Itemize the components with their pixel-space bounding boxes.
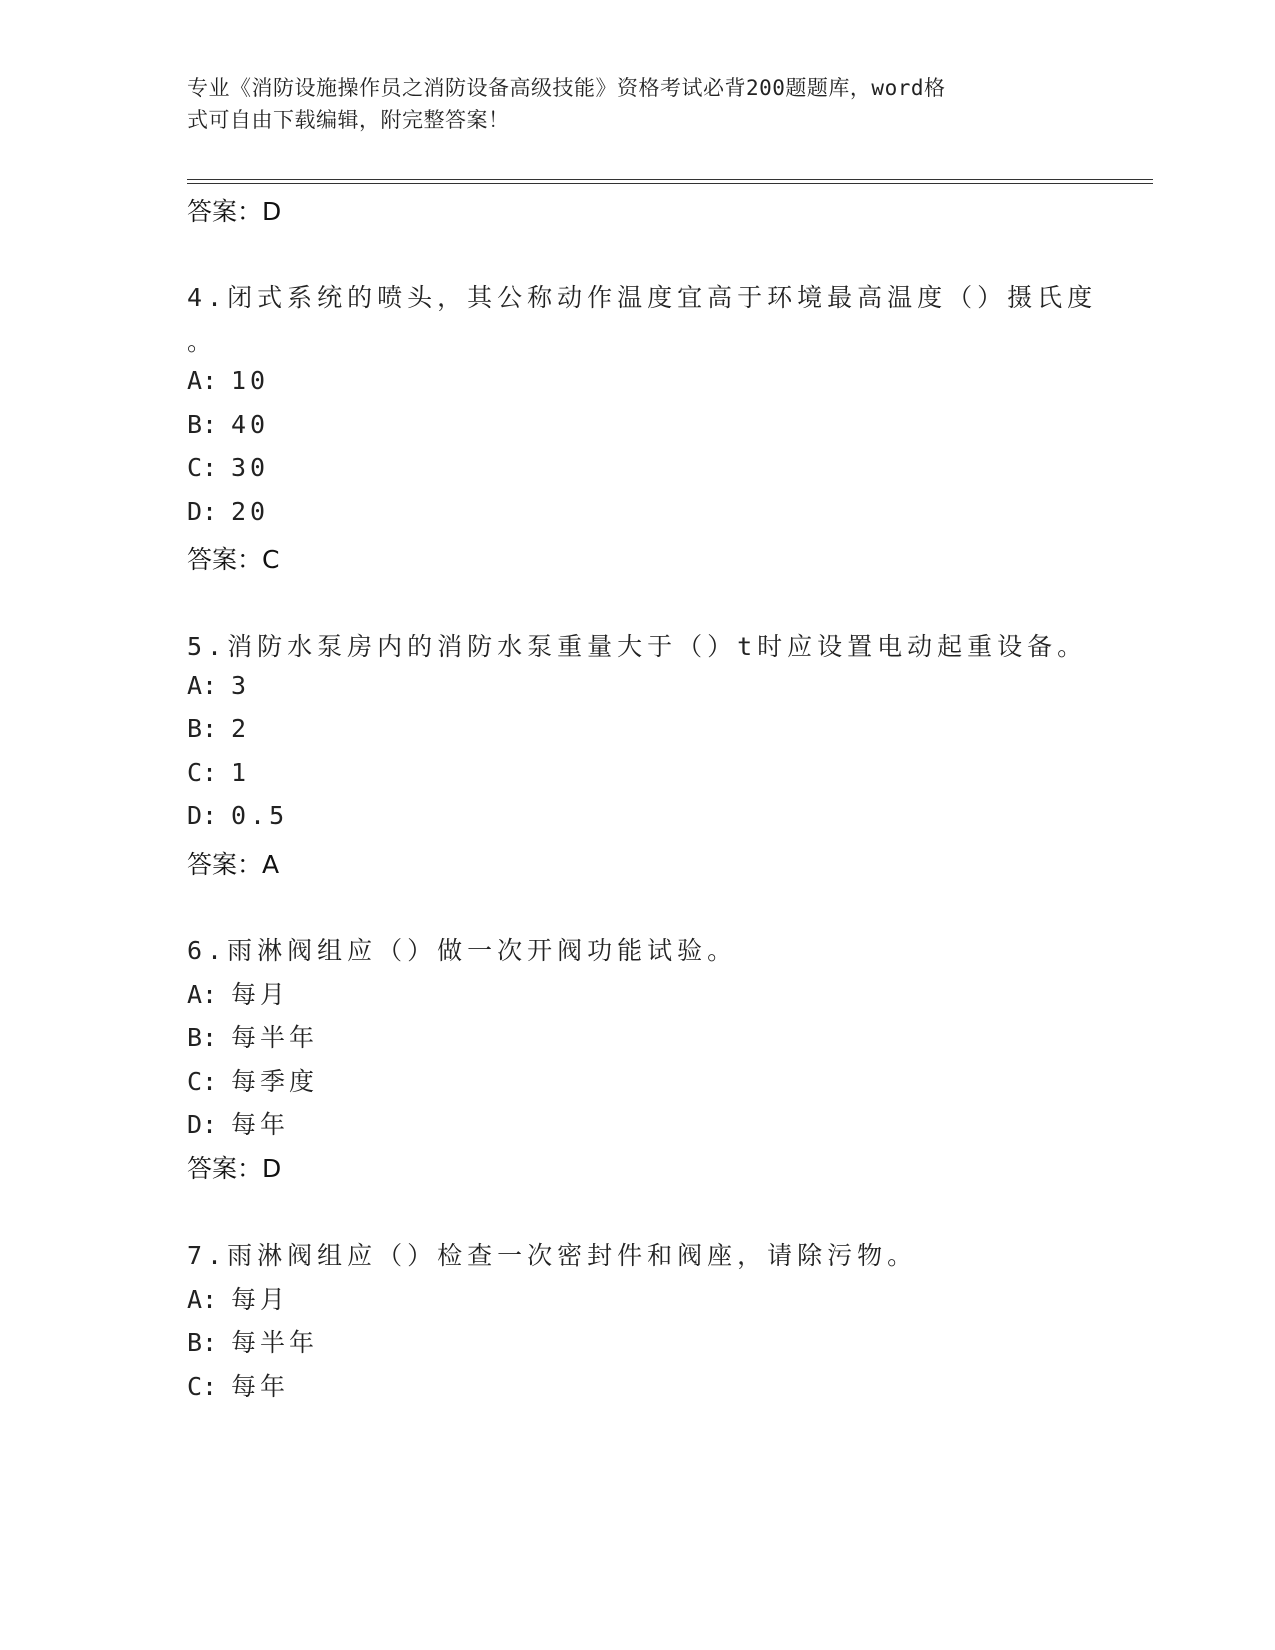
- option-label: A:: [187, 671, 218, 700]
- option-text: 30: [231, 453, 270, 482]
- q7-option-c: [187, 1367, 289, 1403]
- document-header: [187, 72, 1067, 136]
- option-text: 2: [231, 714, 251, 743]
- header-line-2: 式可自由下载编辑，附完整答案！: [187, 108, 510, 132]
- question-7-text: 7.雨淋阀组应（）检查一次密封件和阀座，请除污物。: [187, 1241, 918, 1270]
- q4-option-c: [187, 453, 269, 482]
- option-label: B:: [187, 714, 218, 743]
- q5-option-b: [187, 714, 250, 743]
- question-4-text-cont: 。: [187, 327, 218, 356]
- option-text: 每半年: [231, 1023, 319, 1052]
- option-label: B:: [187, 1328, 218, 1357]
- option-text: 1: [231, 758, 251, 787]
- answer-q5: 答案：A: [187, 850, 280, 879]
- header-divider-bottom: [187, 183, 1153, 184]
- option-label: D:: [187, 497, 218, 526]
- option-label: A:: [187, 1285, 218, 1314]
- option-label: A:: [187, 980, 218, 1009]
- option-text: 20: [231, 497, 270, 526]
- option-label: C:: [187, 1372, 218, 1401]
- q5-option-d: [187, 801, 288, 830]
- option-text: 0.5: [231, 801, 289, 830]
- q4-option-a: [187, 366, 269, 395]
- header-line-1: 专业《消防设施操作员之消防设备高级技能》资格考试必背200题题库，word格: [187, 76, 946, 100]
- q7-option-a: [187, 1280, 289, 1316]
- option-label: A:: [187, 366, 218, 395]
- q6-option-b: [187, 1018, 318, 1054]
- q4-option-b: [187, 410, 269, 439]
- answer-q3: 答案：D: [187, 197, 282, 226]
- option-label: B:: [187, 410, 218, 439]
- option-text: 每季度: [231, 1067, 319, 1096]
- option-label: C:: [187, 1067, 218, 1096]
- option-label: C:: [187, 453, 218, 482]
- option-text: 40: [231, 410, 270, 439]
- option-text: 10: [231, 366, 270, 395]
- option-text: 每月: [231, 980, 290, 1009]
- option-text: 3: [231, 671, 251, 700]
- option-label: D:: [187, 801, 218, 830]
- q6-option-c: [187, 1062, 318, 1098]
- question-4-text: 4.闭式系统的喷头，其公称动作温度宜高于环境最高温度（）摄氏度: [187, 283, 1098, 312]
- answer-q6: 答案：D: [187, 1154, 282, 1183]
- q6-option-a: [187, 975, 289, 1011]
- option-text: 每年: [231, 1372, 290, 1401]
- option-text: 每年: [231, 1110, 290, 1139]
- option-text: 每半年: [231, 1328, 319, 1357]
- q7-option-b: [187, 1323, 318, 1359]
- option-label: D:: [187, 1110, 218, 1139]
- question-6-text: 6.雨淋阀组应（）做一次开阀功能试验。: [187, 936, 738, 965]
- option-label: B:: [187, 1023, 218, 1052]
- question-5-text: 5.消防水泵房内的消防水泵重量大于（）t时应设置电动起重设备。: [187, 632, 1088, 661]
- q5-option-a: [187, 671, 250, 700]
- q4-option-d: [187, 497, 269, 526]
- header-divider-top: [187, 179, 1153, 180]
- q5-option-c: [187, 758, 250, 787]
- option-label: C:: [187, 758, 218, 787]
- option-text: 每月: [231, 1285, 290, 1314]
- answer-q4: 答案：C: [187, 545, 280, 574]
- q6-option-d: [187, 1105, 289, 1141]
